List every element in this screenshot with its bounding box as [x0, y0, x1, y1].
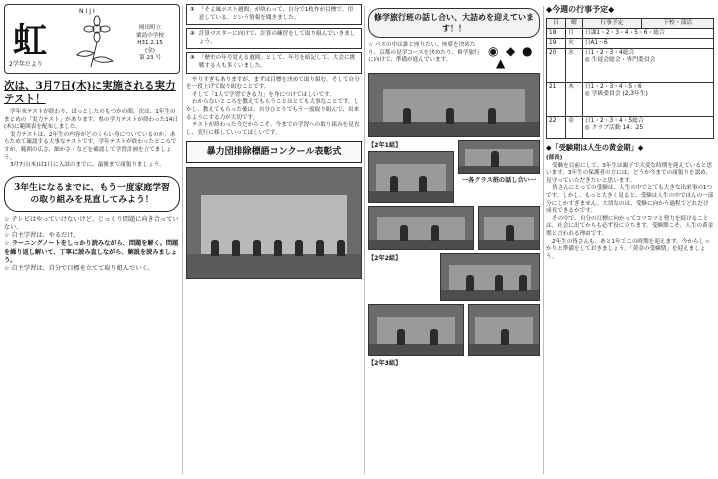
article-paragraph: 3月7日(木)は1日に入試のまでに、最後まで頑張りましょう。	[10, 162, 165, 169]
school-name-2: 粟島中学校	[136, 32, 164, 39]
tip-item: ☆ ラーニングノートをしっかり読みながら、問題を解く。問題を繰り返し解いて、丁寧に読み直しながら、解説を読みましょう。	[4, 240, 179, 264]
issue-day: (金)	[145, 47, 155, 54]
schedule-row	[547, 117, 714, 139]
numbered-note	[186, 52, 362, 73]
essay-title: ◆「受験期は人生の黄金期」◆	[546, 143, 644, 152]
row-date: 19	[547, 39, 566, 49]
article-headline: 次は、3月7日(木)に実施される実力テスト！	[4, 80, 176, 105]
masthead-school-info	[123, 25, 177, 63]
food-icons: ◉ ◆ ● ▲	[488, 44, 533, 70]
class-caption: 【2年2組】	[368, 255, 402, 262]
essay-paragraph: 2年生の皆さんも、あと1年でこの時期を迎えます。今からしっかりと準備をしておきましょう。「黄金の受験期」を迎えましょう。	[546, 238, 710, 260]
row-events: 日課1・2・3・4・5・6・総合	[582, 29, 713, 39]
class-caption: 【2年3組】	[368, 360, 402, 367]
row-events-main: 日1・2・3・4・5総合	[584, 118, 644, 124]
schedule-row	[547, 49, 714, 83]
header-events: 行事予定	[582, 19, 641, 29]
row-weekday: 水	[566, 49, 583, 83]
column-divider	[543, 6, 544, 474]
intro-row	[368, 42, 540, 70]
row-date: 22	[547, 117, 566, 139]
class-caption: 【2年1組】	[368, 142, 402, 149]
essay-paragraph: 皆さんにとっての受験は、人生の中でとても大きな出来事の1つです。しかし、もっと大きく見ると、受験は人生の中でほんの一部分にしかすぎません。大切なのは、受験に向かう過程でどれだけ成長できるかです。	[546, 185, 714, 215]
callout-bubble: 3年生になるまでに、もう一度家庭学習の取り組みを見直してみよう！	[4, 176, 180, 212]
row-weekday: 火	[566, 39, 583, 49]
header-dismissal: 下校・部活	[642, 19, 714, 29]
essay-kicker: (部長)	[546, 155, 563, 161]
class-photo-1c	[458, 140, 540, 174]
row-events	[582, 49, 713, 83]
essay-paragraph: 受験を目前にして、3年生は親子で大変な時期を迎えていると思います。3年生の保護者の方には、どうか今までの頑張りを認め、見守っていただきたいと思います。	[546, 162, 713, 184]
column-1	[4, 4, 180, 476]
photo-row-2	[368, 206, 540, 250]
article-paragraph: わからないところを教えてもらうことはとても大事なことです。しかし、教えてもらった後は、自分ひとりでもう一度取り組んで、出来るようにする力が大切です。	[186, 99, 360, 121]
note-text: 「そよ風ポスト週間」が終わって、自分で1枚作が目標で、用意している、という情報を聞きました。	[198, 7, 354, 21]
schedule-title-text: 今週の行事予定	[552, 5, 609, 14]
article-paragraph: 学年末テストが終わり、ほっとしたのもつかの間、次は、1年生のまとめの「実力テスト」があります。県の学力テストが終わった14日(木)に範囲表を配布しました。	[4, 109, 178, 131]
row-events-sub: ◎ 生徒会総会・専門委員会	[584, 57, 656, 63]
numbered-note	[186, 4, 362, 25]
class-photo-3b	[468, 304, 540, 356]
section-side-note: 一各クラス班の話し合い一	[461, 177, 537, 184]
note-number: ③	[190, 55, 195, 62]
photo-row-4	[368, 304, 540, 356]
row-weekday: 金	[566, 117, 583, 139]
row-weekday: 月	[566, 29, 583, 39]
class-photo-3a	[368, 304, 464, 356]
class-photo-1a	[368, 73, 540, 137]
issue-number: 第 23 号	[139, 55, 161, 61]
row-date: 18	[547, 29, 566, 39]
note-text: 「歴史の年号覚える週間」として、年号を暗記して、大会に挑戦する人も多くいました。	[198, 55, 356, 69]
flower-illustration-icon	[71, 15, 121, 69]
masthead-series: NIJI	[79, 8, 97, 15]
row-date: 21	[547, 83, 566, 117]
essay-title-text: 「受験期は人生の黄金期」	[551, 143, 638, 152]
numbered-note	[186, 28, 362, 49]
row-date: 20	[547, 49, 566, 83]
schedule-table	[546, 18, 714, 139]
column-4	[546, 4, 714, 476]
note-number: ②	[190, 31, 195, 38]
intro-text: ☆ バスの中は誰と座りたい、座席を決めたり、京都の見学コースを決めたり、修学旅行に向けて、準備が進んでいます。	[368, 42, 480, 64]
header-weekday: 曜	[566, 19, 583, 29]
row-events-main: 日1・2・3・4総合	[584, 50, 635, 56]
column-divider	[182, 6, 183, 474]
row-events-sub: ◎ クラブ活動 14：25	[584, 125, 644, 131]
row-events-sub: ◎ 学級委員会 (2,3年生)	[584, 91, 648, 97]
schedule-row	[547, 29, 714, 39]
award-ceremony-photo	[186, 167, 362, 279]
class-photo-2b	[478, 206, 540, 250]
masthead	[4, 4, 180, 74]
class-photo-2a	[368, 206, 474, 250]
column-divider	[364, 6, 365, 474]
trip-planning-banner: 修学旅行班の話し合い、大詰めを迎えています！！	[368, 8, 540, 38]
schedule-header-row	[547, 19, 714, 29]
photo-row-1	[368, 140, 540, 203]
tip-item: ☆ 自主学習は、やるだけ。	[4, 232, 80, 240]
column-3	[368, 4, 540, 476]
essay-paragraph: その中で、自分の目標に向かってコツコツと努力を続けることは、社会に出てからも必ず役に立ちます。受験期こそ、人生の黄金期と言われる理由です。	[546, 215, 714, 237]
tip-item: ☆ 自主学習は、自分で目標を立てて取り組んでいく。	[4, 264, 154, 272]
article-paragraph: テストが終わった今だからこそ、今までの学習への取り組みを見直し、実行に移していってほしいです。	[186, 122, 360, 136]
school-name: 岡田町立	[138, 25, 162, 31]
schedule-row	[547, 39, 714, 49]
article-paragraph: 実力テストは、2年生の内容がどのくらい身についているのか、あらためて確認する大事なテストです。学年テストが終わったところですが、範囲の広さ、細かさ・などを確認して学習計画を立てましょう。	[4, 131, 177, 161]
article-paragraph: やりすぎもありますが、まずは目標を決めて取り組む。そして自分を一段上げて取り組むことです。	[186, 76, 360, 91]
class-photo-2c	[440, 253, 540, 301]
tip-item: ☆ テレビはやっていけないけど、じっくり問題に向き合っていない。	[4, 215, 179, 231]
schedule-title: ◆今週の行事予定◆	[546, 5, 615, 14]
photo-row-3	[368, 253, 540, 301]
row-events-main: 日1・2・3・4・5・6	[584, 84, 642, 90]
issue-date: H31.2.15	[137, 40, 163, 46]
class-photo-1b	[368, 151, 454, 203]
note-number: ①	[190, 7, 195, 13]
row-events: 日A1〜6	[582, 39, 713, 49]
column-2	[186, 4, 362, 476]
award-banner: 暴力団排除標語コンクール表彰式	[186, 141, 362, 163]
note-text: 計算マスターに向けて、計算の練習をして取り組んでいきましょう。	[198, 31, 356, 45]
schedule-row	[547, 83, 714, 117]
row-weekday: 木	[566, 83, 583, 117]
masthead-tagline: 2学年だより	[9, 61, 43, 68]
masthead-title: 虹	[13, 21, 47, 61]
row-events	[582, 117, 713, 139]
row-events	[582, 83, 713, 117]
header-date: 日	[547, 19, 566, 29]
article-paragraph: そして「1人で学習できる力」を身につけてほしいです。	[192, 91, 335, 98]
